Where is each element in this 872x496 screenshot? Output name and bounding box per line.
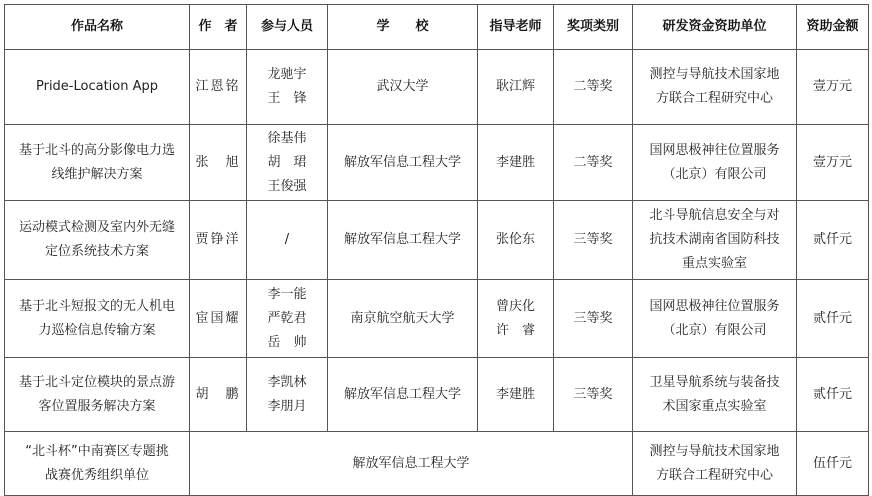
- header-advisor: 指导老师: [478, 5, 554, 50]
- amount-cell: 壹万元: [797, 125, 869, 201]
- advisor-name: 耿江辉: [495, 79, 535, 94]
- sponsor-line: 国网思极神往位置服务: [649, 142, 780, 158]
- amount-cell: 贰仟元: [797, 201, 869, 280]
- award-cell: 二等奖: [554, 50, 633, 125]
- header-sponsor: 研发资金资助单位: [633, 5, 797, 50]
- amount-cell: 壹万元: [797, 50, 869, 125]
- sponsor-line: 重点实验室: [681, 256, 747, 271]
- advisor-cell: [478, 358, 554, 432]
- members-cell: [247, 50, 328, 125]
- sponsor-line: 国网思极神往位置服务: [649, 298, 780, 314]
- sponsor-line: 抗技术湖南省国防科技: [649, 232, 780, 247]
- sponsor-line: 卫星导航系统与装备技: [649, 374, 780, 390]
- organizer-title-line: “北斗杯”中南赛区专题挑: [25, 443, 169, 459]
- organizer-title-cell: [5, 432, 190, 496]
- advisor-name: 李建胜: [495, 154, 535, 170]
- work-title-cell: [5, 125, 190, 201]
- member-name: 王 锋: [267, 91, 307, 106]
- member-name: 岳 帅: [267, 334, 307, 350]
- school-cell: 武汉大学: [328, 50, 478, 125]
- school-cell: 南京航空航天大学: [328, 280, 478, 358]
- advisor-name: 曾庆化: [495, 298, 535, 314]
- member-name: 李朋月: [267, 398, 307, 414]
- sponsor-cell: [633, 358, 797, 432]
- table-row: [5, 125, 869, 201]
- members-cell: [247, 125, 328, 201]
- advisor-cell: [478, 125, 554, 201]
- work-title-cell: [5, 201, 190, 280]
- work-title-line: 基于北斗的高分影像电力选: [18, 142, 175, 158]
- header-row: [5, 5, 869, 50]
- sponsor-line: （北京）有限公司: [662, 322, 767, 338]
- sponsor-line: 测控与导航技术国家地: [649, 443, 780, 459]
- members-cell: [247, 280, 328, 358]
- organizer-title-line: 战赛优秀组织单位: [44, 467, 149, 483]
- sponsor-cell: [633, 201, 797, 280]
- advisor-cell: [478, 50, 554, 125]
- award-cell: 三等奖: [554, 358, 633, 432]
- amount-cell: 贰仟元: [797, 280, 869, 358]
- work-title-line: 客位置服务解决方案: [38, 398, 156, 414]
- table-row: [5, 358, 869, 432]
- amount-cell: 贰仟元: [797, 358, 869, 432]
- header-work-title: 作品名称: [5, 5, 190, 50]
- organizer-row: [5, 432, 869, 496]
- member-name: 李凯林: [267, 374, 307, 390]
- sponsor-line: 北斗导航信息安全与对: [649, 208, 780, 223]
- work-title-line: 定位系统技术方案: [44, 244, 149, 259]
- sponsor-cell: [633, 125, 797, 201]
- header-members: 参与人员: [247, 5, 328, 50]
- sponsor-line: 方联合工程研究中心: [655, 467, 773, 483]
- sponsor-line: 测控与导航技术国家地: [649, 67, 780, 82]
- advisor-cell: [478, 280, 554, 358]
- award-cell: 三等奖: [554, 280, 633, 358]
- sponsor-cell: [633, 280, 797, 358]
- organizer-school-cell: 解放军信息工程大学: [190, 432, 633, 496]
- school-cell: 解放军信息工程大学: [328, 358, 478, 432]
- table-row: [5, 280, 869, 358]
- work-title-cell: [5, 358, 190, 432]
- author-cell: 胡 鹏: [190, 358, 247, 432]
- author-cell: 宦国耀: [190, 280, 247, 358]
- sponsor-line: 方联合工程研究中心: [655, 91, 773, 106]
- header-amount: 资助金额: [797, 5, 869, 50]
- header-school: 学 校: [328, 5, 478, 50]
- work-title-line: 线维护解决方案: [51, 166, 143, 182]
- school-cell: 解放军信息工程大学: [328, 125, 478, 201]
- table-row: [5, 201, 869, 280]
- advisor-name: 李建胜: [495, 386, 535, 402]
- work-title-cell: [5, 50, 190, 125]
- sponsor-line: 术国家重点实验室: [662, 398, 767, 414]
- award-cell: 二等奖: [554, 125, 633, 201]
- members-cell: [247, 201, 328, 280]
- sponsor-cell: [633, 50, 797, 125]
- awards-table: [4, 4, 869, 496]
- work-title-line: Pride-Location App: [35, 79, 159, 94]
- header-author: 作 者: [190, 5, 247, 50]
- member-name: 胡 珺: [267, 154, 307, 170]
- work-title-line: 力巡检信息传输方案: [38, 322, 156, 338]
- member-name: 严乾君: [267, 310, 307, 326]
- header-award: 奖项类别: [554, 5, 633, 50]
- work-title-cell: [5, 280, 190, 358]
- organizer-sponsor-cell: [633, 432, 797, 496]
- work-title-line: 基于北斗定位模块的景点游: [18, 374, 175, 390]
- member-name: 王俊强: [267, 178, 307, 194]
- sponsor-line: （北京）有限公司: [662, 166, 767, 182]
- author-cell: 贾铮洋: [190, 201, 247, 280]
- advisor-name: 张伦东: [495, 232, 535, 247]
- author-cell: 江恩铭: [190, 50, 247, 125]
- advisor-cell: [478, 201, 554, 280]
- organizer-amount-cell: 伍仟元: [797, 432, 869, 496]
- work-title-line: 运动模式检测及室内外无缝: [18, 220, 175, 235]
- members-cell: [247, 358, 328, 432]
- award-cell: 三等奖: [554, 201, 633, 280]
- member-name: /: [284, 232, 290, 247]
- member-name: 徐基伟: [267, 130, 307, 146]
- author-cell: 张 旭: [190, 125, 247, 201]
- member-name: 龙驰宇: [267, 67, 307, 82]
- work-title-line: 基于北斗短报文的无人机电: [18, 298, 175, 314]
- table-row: [5, 50, 869, 125]
- advisor-name: 许 睿: [495, 322, 535, 338]
- school-cell: 解放军信息工程大学: [328, 201, 478, 280]
- member-name: 李一能: [267, 286, 307, 302]
